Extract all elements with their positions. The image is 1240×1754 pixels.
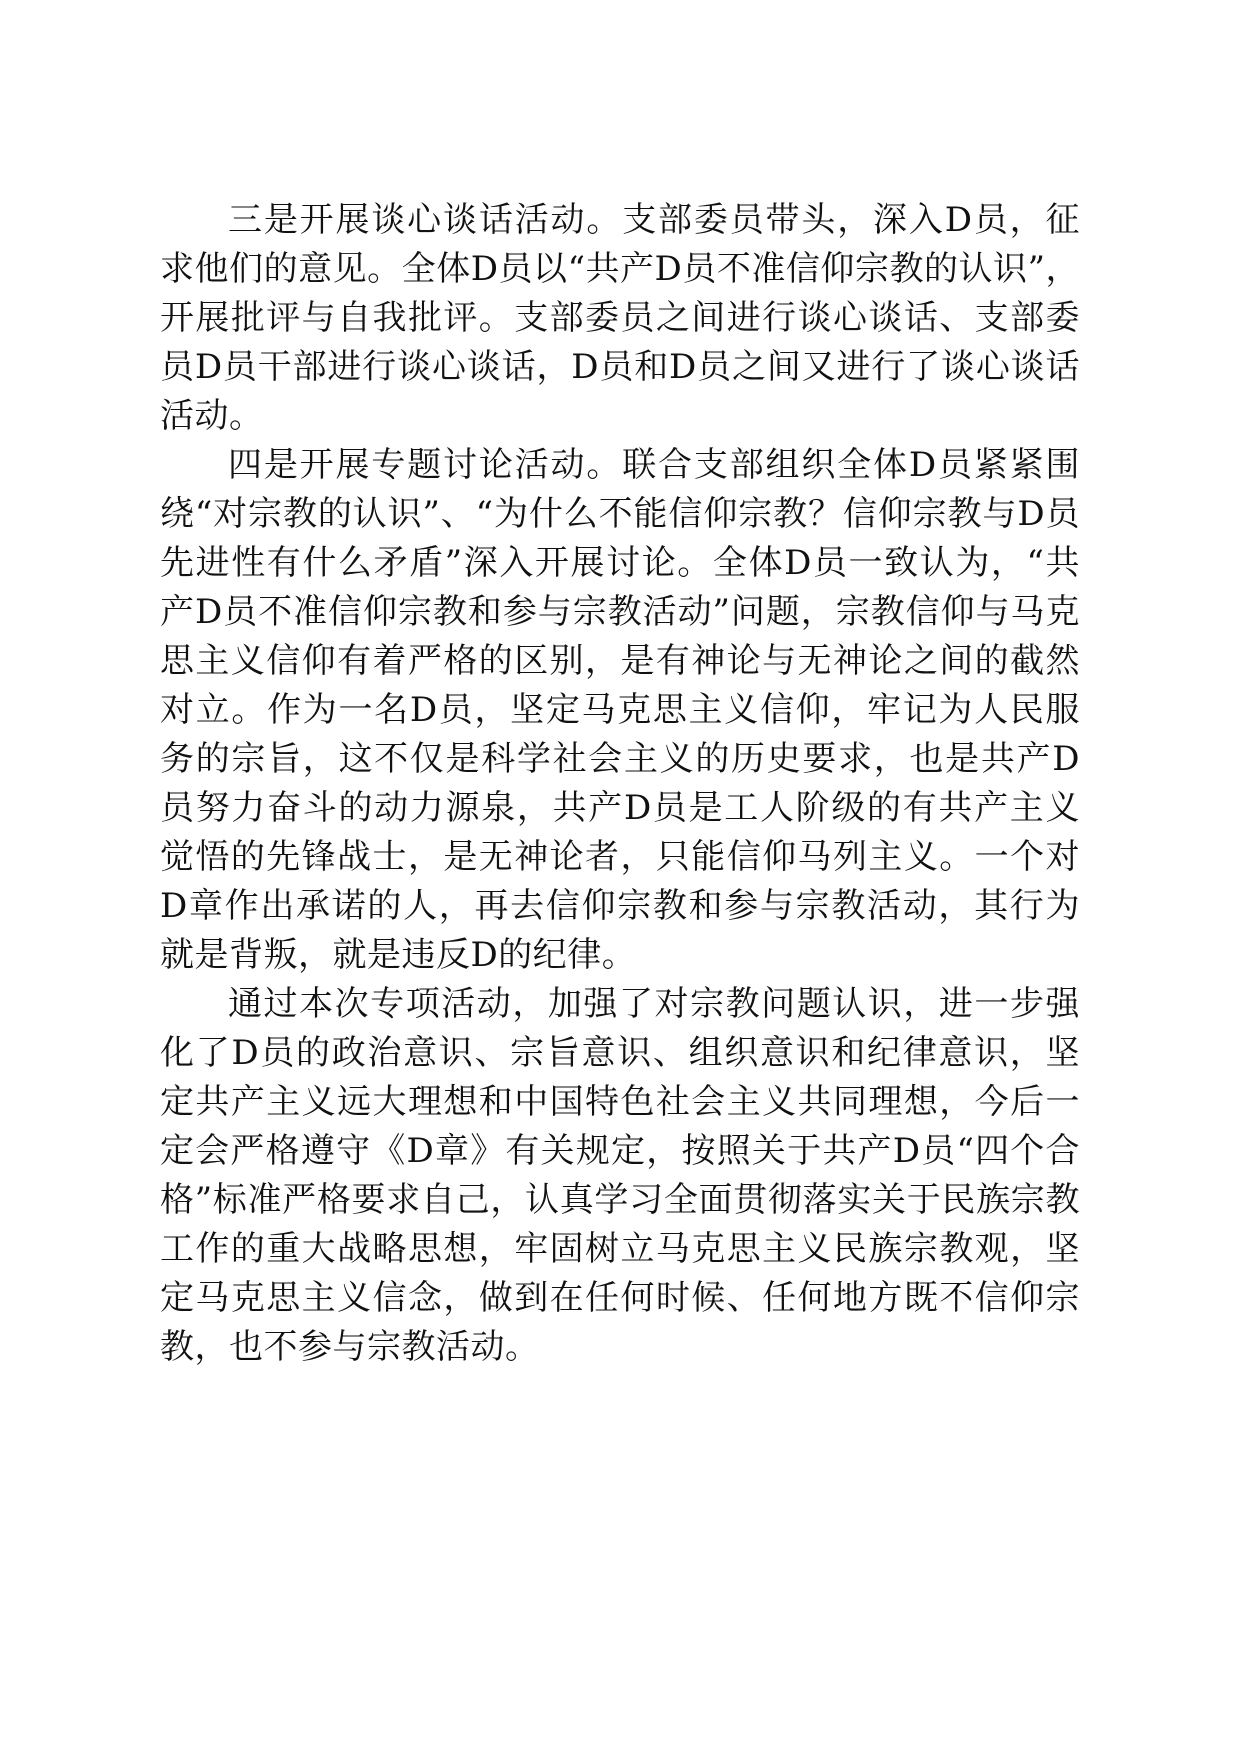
paragraph-conclusion: 通过本次专项活动，加强了对宗教问题认识，进一步强化了D员的政治意识、宗旨意识、组织意识和纪律意识，坚定共产主义远大理想和中国特色社会主义共同理想，今后一定会严格遵守《D章》有关规定，按照关于共产D员“四个合格”标准严格要求自己，认真学习全面贯彻落实关于民族宗教工作的重大战略思想，牢固树立马克思主义民族宗教观，坚定马克思主义信念，做到在任何时候、任何地方既不信仰宗教，也不参与宗教活动。 [160,984,1080,1367]
paragraph-discussion-activity: 四是开展专题讨论活动。联合支部组织全体D员紧紧围绕“对宗教的认识”、“为什么不能信仰宗教？信仰宗教与D员先进性有什么矛盾”深入开展讨论。全体D员一致认为，“共产D员不准信仰宗教和参与宗教活动”问题，宗教信仰与马克思主义信仰有着严格的区别，是有神论与无神论之间的截然对立。作为一名D员，坚定马克思主义信仰，牢记为人民服务的宗旨，这不仅是科学社会主义的历史要求，也是共产D员努力奋斗的动力源泉，共产D员是工人阶级的有共产主义觉悟的先锋战士，是无神论者，只能信仰马列主义。一个对D章作出承诺的人，再去信仰宗教和参与宗教活动，其行为就是背叛，就是违反D的纪律。 [160,445,1080,975]
paragraph-talk-activity: 三是开展谈心谈话活动。支部委员带头，深入D员，征求他们的意见。全体D员以“共产D员不准信仰宗教的认识”，开展批评与自我批评。支部委员之间进行谈心谈话、支部委员D员干部进行谈心谈话，D员和D员之间又进行了谈心谈话活动。 [160,200,1080,436]
document-body [160,196,1080,1372]
